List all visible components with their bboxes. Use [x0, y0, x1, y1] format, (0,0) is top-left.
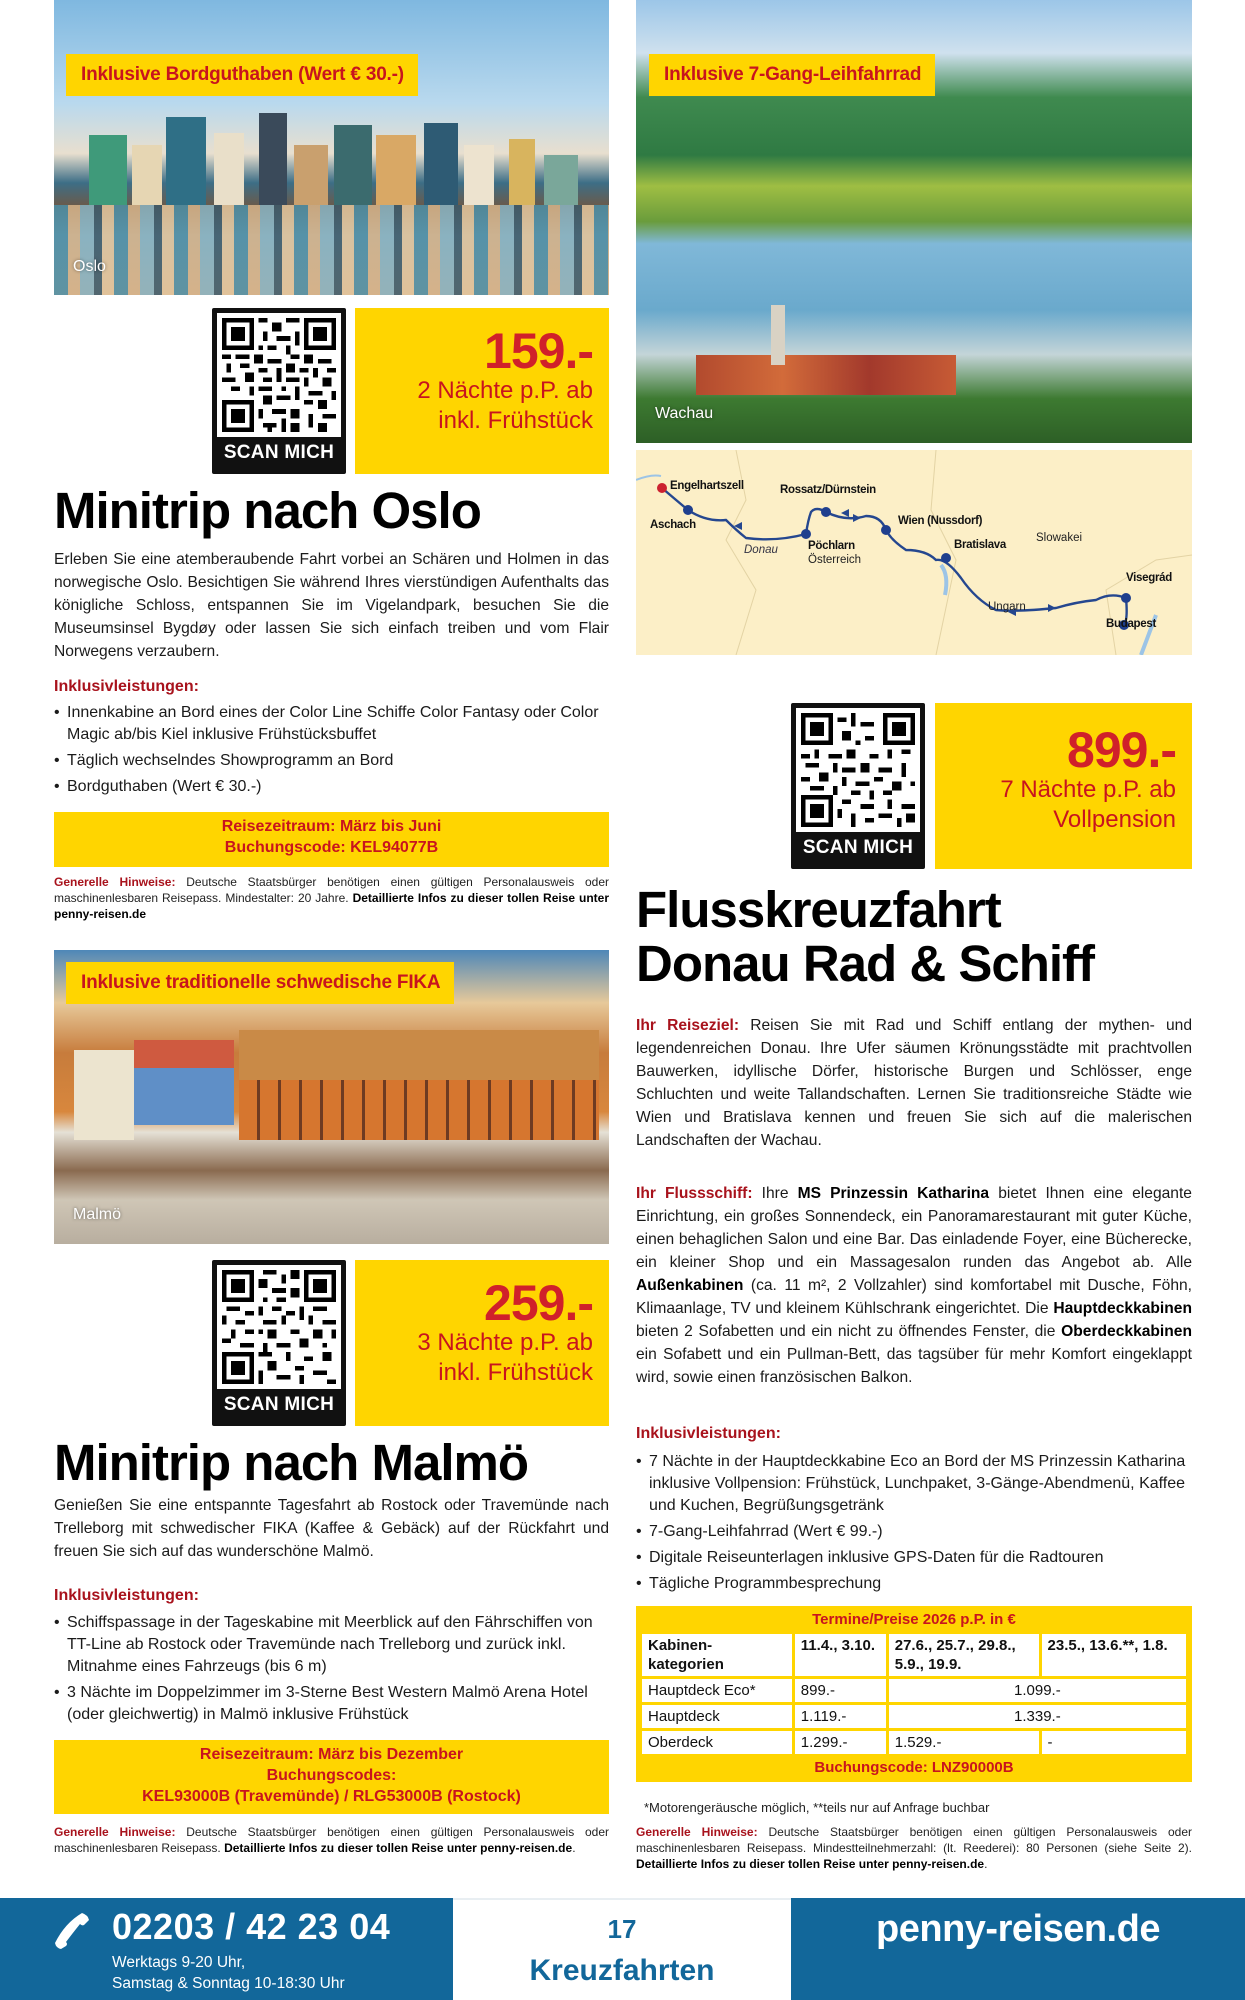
- text: (ca. 11 m², 2 Vollzahler) sind komfortabel mit Dusche, Föhn, Klimaanlage, TV und kleinem Kühlschrank eingerichtet. Die: [636, 1277, 1192, 1317]
- price-table: [636, 1606, 1192, 1782]
- donau-price-box: [935, 703, 1192, 869]
- text: bieten 2 Sofabetten und ein nicht zu öffnendes Fenster, die: [636, 1323, 1062, 1340]
- oslo-price-box: [355, 308, 609, 474]
- ship-name: MS Prinzessin Katharina: [797, 1185, 990, 1202]
- table-header-cell: Kabinen-kategorien: [642, 1634, 792, 1676]
- hinweise-label: Generelle Hinweise:: [636, 1825, 758, 1839]
- donau-price-nights: 7 Nächte p.P. ab: [1000, 776, 1176, 803]
- hinweise-text: Deutsche Staatsbürger benötigen einen gültigen Personalausweis oder maschinenlesbaren Reisepass.: [54, 1825, 609, 1855]
- map-place-bratislava: Bratislava: [954, 539, 1006, 551]
- skyline-graphic: [54, 110, 609, 205]
- table-cell-category: Oberdeck: [642, 1731, 792, 1754]
- map-place-budapest: Budapest: [1106, 618, 1156, 630]
- table-cell-category: Hauptdeck: [642, 1705, 792, 1728]
- malmo-price-nights: 3 Nächte p.P. ab: [417, 1329, 593, 1356]
- hinweise-end: .: [984, 1857, 988, 1871]
- cabin-type: Außenkabinen: [636, 1277, 744, 1294]
- reiseziel-text: Reisen Sie mit Rad und Schiff entlang der mythen- und legendenreichen Donau. Ihre Ufer säumen Krönungsstädte mit prachtvollen Bauwerken, idyllische Dörfer, historische Burgen und Schlösser, enge Schluchten und weite Tallandschaften. Lernen Sie traditionsreiche Städte wie Wien und Bratislava kennen und freuen Sie sich auf die malerischen Landschaften der Wachau.: [636, 1017, 1193, 1149]
- map-place-engelhartszell: Engelhartszell: [670, 480, 744, 492]
- map-country-ungarn: Ungarn: [988, 601, 1026, 613]
- scan-me-label: SCAN MICH: [223, 1394, 335, 1415]
- church-tower-graphic: [771, 305, 785, 365]
- cabin-type: Oberdeckkabinen: [1061, 1323, 1192, 1340]
- scan-me-label: SCAN MICH: [802, 837, 914, 858]
- price-table-title: Termine/Preise 2026 p.P. in €: [812, 1611, 1016, 1628]
- malmo-inklusiv-list: [54, 1612, 609, 1730]
- malmo-price: 259.-: [484, 1275, 593, 1331]
- oslo-title: Minitrip nach Oslo: [54, 482, 481, 539]
- phone-icon: [52, 1910, 92, 1950]
- map-place-poechlarn: Pöchlarn: [808, 540, 855, 552]
- table-row: [642, 1679, 1186, 1702]
- houses-graphic: [54, 1030, 609, 1140]
- hotline-number[interactable]: 02203 / 42 23 04: [112, 1906, 391, 1947]
- footer-page-info: [453, 1898, 791, 2000]
- donau-buchungscode: Buchungscode: LNZ90000B: [814, 1759, 1014, 1776]
- oslo-price-nights: 2 Nächte p.P. ab: [417, 377, 593, 404]
- list-item: • Tägliche Programmbesprechung: [636, 1573, 1192, 1595]
- cabin-type: Hauptdeckkabinen: [1053, 1300, 1192, 1317]
- scan-me-label: SCAN MICH: [223, 442, 335, 463]
- hinweise-text: Deutsche Staatsbürger benötigen einen gültigen Personalausweis oder maschinenlesbaren Reisepass. Mindestalter: 20 Jahre.: [54, 875, 609, 905]
- price-grid: [639, 1631, 1189, 1757]
- list-item: • 7 Nächte in der Hauptdeckkabine Eco an Bord der MS Prinzessin Katharina inklusive Vollpension: Frühstück, Lunchpaket, 3-Gänge-Abendmenü, Kaffee und Kuchen, Begrüßungsgetränk: [636, 1451, 1192, 1517]
- hinweise-link-text[interactable]: Detaillierte Infos zu dieser tollen Reise unter penny-reisen.de: [224, 1841, 573, 1855]
- footer-hotline-panel: [0, 1898, 453, 2000]
- oslo-inklusiv-heading: Inklusivleistungen:: [54, 678, 199, 695]
- malmo-photo-caption: Malmö: [73, 1206, 122, 1223]
- map-river-donau: Donau: [744, 544, 778, 556]
- donau-title: [636, 883, 1094, 991]
- donau-qr-code[interactable]: [791, 703, 925, 869]
- table-cell-price: 1.339.-: [889, 1705, 1186, 1728]
- malmo-description: Genießen Sie eine entspannte Tagesfahrt ab Rostock oder Travemünde nach Trelleborg mit schwedischer FIKA (Kaffee & Gebäck) auf der Rückfahrt und freuen Sie sich auf das wunderschöne Malmö.: [54, 1497, 609, 1560]
- map-place-aschach: Aschach: [650, 519, 696, 531]
- flussschiff-label: Ihr Flussschiff:: [636, 1185, 753, 1202]
- oslo-reisezeitraum: Reisezeitraum: März bis Juni: [221, 818, 442, 835]
- hotline-hours: [112, 1952, 345, 1994]
- donau-inklusiv-list: [636, 1451, 1192, 1599]
- oslo-badge: Inklusive Bordguthaben (Wert € 30.-): [66, 54, 418, 96]
- oslo-inklusiv-list: [54, 702, 609, 802]
- table-cell-price: 1.299.-: [795, 1731, 886, 1754]
- malmo-hinweise: [54, 1824, 609, 1856]
- table-header-row: [642, 1634, 1186, 1676]
- donau-footnote: *Motorengeräusche möglich, **teils nur auf Anfrage buchbar: [644, 1800, 990, 1815]
- oslo-photo: [54, 0, 609, 295]
- oslo-hinweise: [54, 874, 609, 922]
- table-header-cell: 23.5., 13.6.**, 1.8.: [1042, 1634, 1186, 1676]
- oslo-description: Erleben Sie eine atemberaubende Fahrt vorbei an Schären und Holmen in das norwegische Oslo. Besichtigen Sie während Ihres vierstündigen Aufenthalts das königliche Schloss, entspannen Sie im Vigelandpark, besuchen Sie die Museumsinsel Bygdøy oder lassen Sie sich einfach treiben und vom Flair Norwegens verzaubern.: [54, 551, 609, 660]
- donau-price: 899.-: [1067, 722, 1176, 778]
- malmo-buchungscodes-label: Buchungscodes:: [266, 1767, 397, 1784]
- malmo-reisezeitraum: Reisezeitraum: März bis Dezember: [199, 1746, 464, 1763]
- wachau-photo: [636, 0, 1192, 443]
- hours-weekdays: Werktags 9-20 Uhr,: [112, 1954, 246, 1971]
- table-cell-price: 1.529.-: [889, 1731, 1039, 1754]
- map-place-wien: Wien (Nussdorf): [898, 515, 983, 527]
- hours-weekend: Samstag & Sonntag 10-18:30 Uhr: [112, 1975, 345, 1992]
- donau-badge: Inklusive 7-Gang-Leihfahrrad: [649, 54, 935, 96]
- village-roofs-graphic: [696, 355, 956, 395]
- malmo-badge: Inklusive traditionelle schwedische FIKA: [66, 962, 454, 1004]
- table-cell-price: -: [1042, 1731, 1186, 1754]
- map-place-visegrad: Visegrád: [1126, 572, 1172, 584]
- oslo-buchungscode: Buchungscode: KEL94077B: [224, 839, 439, 856]
- website-link[interactable]: penny-reisen.de: [876, 1908, 1160, 1950]
- wachau-photo-caption: Wachau: [655, 405, 714, 422]
- malmo-qr-code[interactable]: [212, 1260, 346, 1426]
- oslo-qr-code[interactable]: [212, 308, 346, 474]
- malmo-title: Minitrip nach Malmö: [54, 1434, 529, 1491]
- water-reflection: [54, 205, 609, 295]
- donau-reiseziel: [636, 1014, 1192, 1152]
- map-country-slowakei: Slowakei: [1036, 532, 1083, 544]
- oslo-photo-caption: Oslo: [73, 258, 106, 275]
- malmo-buchungscodes: KEL93000B (Travemünde) / RLG53000B (Rostock): [142, 1788, 521, 1805]
- list-item: • 7-Gang-Leihfahrrad (Wert € 99.-): [636, 1521, 1192, 1543]
- reiseziel-label: Ihr Reiseziel:: [636, 1017, 740, 1034]
- list-item: • Täglich wechselndes Showprogramm an Bord: [54, 750, 609, 772]
- donau-title-line2: Donau Rad & Schiff: [636, 935, 1095, 992]
- hinweise-end: .: [572, 1841, 576, 1855]
- qr-code-icon: [796, 708, 920, 832]
- table-cell-price: 1.119.-: [795, 1705, 886, 1728]
- table-header-cell: 11.4., 3.10.: [795, 1634, 886, 1676]
- table-cell-price: 1.099.-: [889, 1679, 1186, 1702]
- text: ein Sofabett und ein Pullman-Bett, das tagsüber für mehr Komfort eingeklappt wird, sowie einen französischen Balkon.: [636, 1346, 1192, 1386]
- list-item: • Schiffspassage in der Tageskabine mit Meerblick auf den Fährschiffen von TT-Line ab Rostock oder Travemünde nach Trelleborg und zurück inkl. Mitnahme eines Fahrzeugs (bis 6 m): [54, 1612, 609, 1678]
- footer-website-panel: [791, 1898, 1245, 2000]
- qr-code-icon: [217, 1265, 341, 1389]
- section-name: Kreuzfahrten: [529, 1954, 715, 1987]
- table-header-cell: 27.6., 25.7., 29.8., 5.9., 19.9.: [889, 1634, 1039, 1676]
- donau-flussschiff: [636, 1182, 1192, 1389]
- table-row: [642, 1731, 1186, 1754]
- table-row: [642, 1705, 1186, 1728]
- donau-price-board: Vollpension: [1053, 806, 1176, 833]
- text: bietet Ihnen eine elegante Einrichtung, ein großes Sonnendeck, ein Panoramarestaurant mit guter Küche, einen behaglichen Salon und eine Bar. Das einladende Foyer, eine Bücherecke, ein kleiner Shop und ein Massagesalon runden das Angebot ab. Alle: [636, 1185, 1192, 1271]
- qr-code-icon: [217, 313, 341, 437]
- map-country-oesterreich: Österreich: [808, 554, 862, 566]
- list-item: • Innenkabine an Bord eines der Color Line Schiffe Color Fantasy oder Color Magic ab/bis Kiel inklusive Frühstücksbuffet: [54, 702, 609, 746]
- route-map: [636, 450, 1192, 655]
- malmo-photo: [54, 950, 609, 1244]
- oslo-price-board: inkl. Frühstück: [438, 407, 593, 434]
- hinweise-label: Generelle Hinweise:: [54, 1825, 176, 1839]
- text: Ihre: [752, 1185, 798, 1202]
- hinweise-link-text[interactable]: Detaillierte Infos zu dieser tollen Reise unter penny-reisen.de: [636, 1857, 985, 1871]
- hinweise-link-text[interactable]: Detaillierte Infos zu dieser tollen Reise unter penny-reisen.de: [54, 891, 610, 921]
- hinweise-text: Deutsche Staatsbürger benötigen einen gültigen Personalausweis oder maschinenlesbaren Reisepass. Mindestteilnehmerzahl: (lt. Reederei): 80 Personen (siehe Seite 2).: [636, 1825, 1192, 1855]
- list-item: • 3 Nächte im Doppelzimmer im 3-Sterne Best Western Malmö Arena Hotel (oder gleichwertig) in Malmö inklusive Frühstück: [54, 1682, 609, 1726]
- malmo-inklusiv-heading: Inklusivleistungen:: [54, 1587, 199, 1604]
- malmo-booking-band: [54, 1740, 609, 1814]
- page-number: 17: [607, 1914, 637, 1944]
- hinweise-label: Generelle Hinweise:: [54, 875, 176, 889]
- map-place-rossatz: Rossatz/Dürnstein: [780, 484, 876, 496]
- table-cell-price: 899.-: [795, 1679, 886, 1702]
- donau-inklusiv-heading: Inklusivleistungen:: [636, 1425, 781, 1442]
- oslo-booking-band: [54, 812, 609, 867]
- table-cell-category: Hauptdeck Eco*: [642, 1679, 792, 1702]
- malmo-price-box: [355, 1260, 609, 1426]
- list-item: • Bordguthaben (Wert € 30.-): [54, 776, 609, 798]
- donau-title-line1: Flusskreuzfahrt: [636, 881, 1001, 938]
- donau-hinweise: [636, 1824, 1192, 1872]
- list-item: • Digitale Reiseunterlagen inklusive GPS-Daten für die Radtouren: [636, 1547, 1192, 1569]
- page-footer: [0, 1898, 1245, 2000]
- oslo-price: 159.-: [484, 323, 593, 379]
- malmo-price-board: inkl. Frühstück: [438, 1359, 593, 1386]
